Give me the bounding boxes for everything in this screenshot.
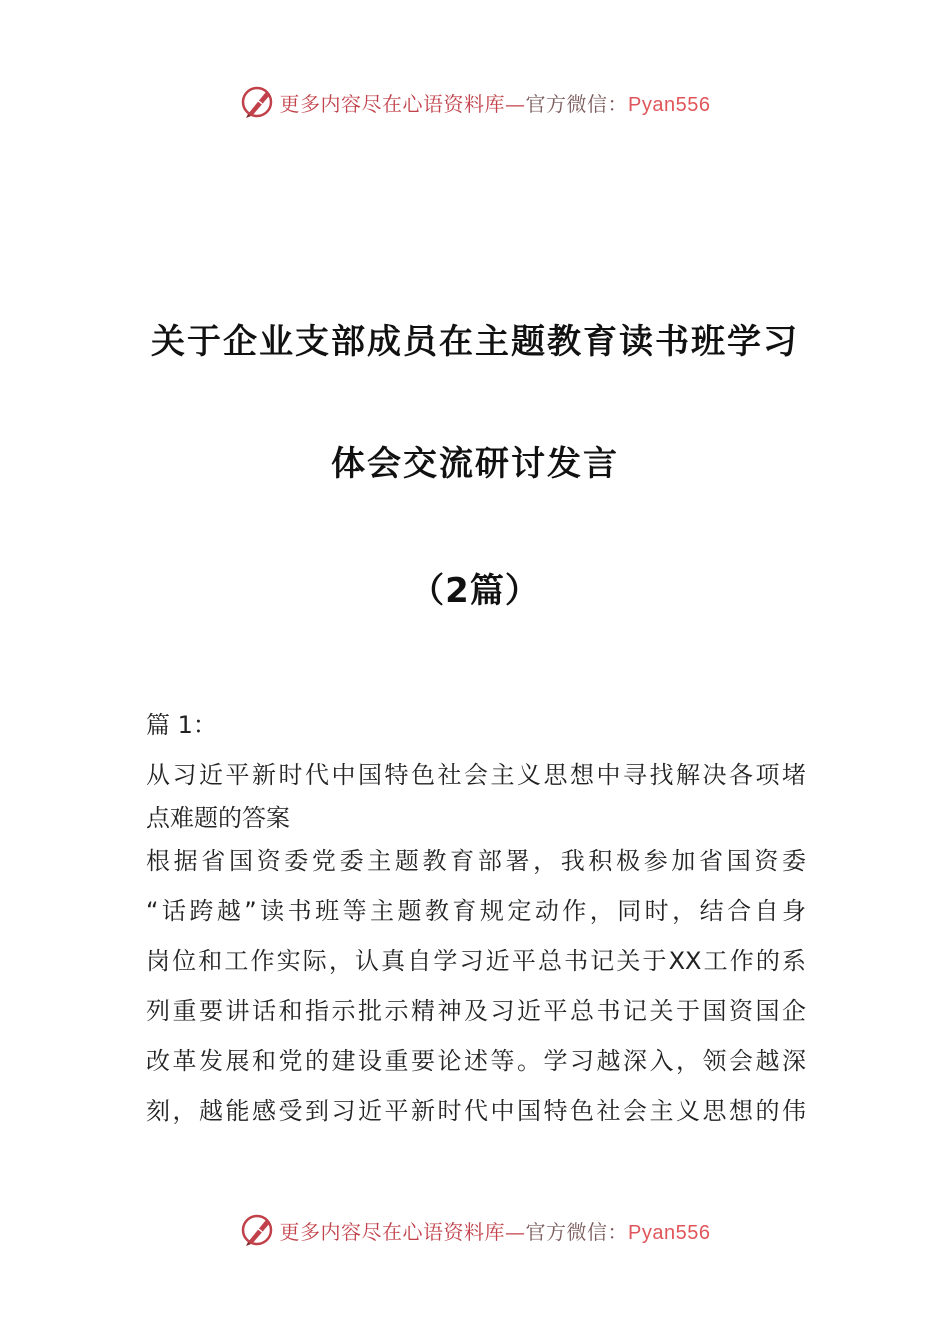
subtitle-line-2: 点难题的答案: [146, 804, 290, 832]
watermark-main-text: 更多内容尽在心语资料库: [279, 1219, 506, 1244]
paragraph-line: 根据省国资委党委主题教育部署，我积极参加省国资委: [146, 847, 806, 875]
watermark-wechat-label: 官方微信：: [525, 91, 629, 116]
document-title-line-2: 体会交流研讨发言: [331, 444, 619, 484]
paragraph-line: 改革发展和党的建设重要论述等。学习越深入，领会越深: [146, 1047, 806, 1075]
paragraph-line: 刻，越能感受到习近平新时代中国特色社会主义思想的伟: [146, 1097, 806, 1125]
watermark-separator: —: [505, 1219, 526, 1244]
document-body: [146, 700, 806, 1136]
document-title-count: （2篇）: [410, 571, 540, 611]
paragraph-line: 岗位和工作实际，认真自学习近平总书记关于XX工作的系: [146, 947, 806, 975]
paragraph-line: 列重要讲话和指示批示精神及习近平总书记关于国资国企: [146, 997, 806, 1025]
watermark-wechat-id: Pyan556: [628, 1221, 711, 1244]
watermark-main-text: 更多内容尽在心语资料库: [279, 91, 506, 116]
watermark-wechat-id: Pyan556: [628, 93, 711, 116]
paragraph-line: “话跨越”读书班等主题教育规定动作，同时，结合自身: [146, 897, 806, 925]
pen-logo-icon: [240, 84, 276, 120]
document-title-line-1: 关于企业支部成员在主题教育读书班学习: [151, 322, 799, 362]
subtitle-line-1: 从习近平新时代中国特色社会主义思想中寻找解决各项堵: [146, 761, 806, 789]
footer-watermark: [0, 1210, 950, 1250]
watermark-separator: —: [505, 91, 526, 116]
watermark-wechat-label: 官方微信：: [525, 1219, 629, 1244]
section-label: 篇 1：: [146, 711, 217, 739]
header-watermark: [0, 82, 950, 122]
pen-logo-icon: [240, 1212, 276, 1248]
